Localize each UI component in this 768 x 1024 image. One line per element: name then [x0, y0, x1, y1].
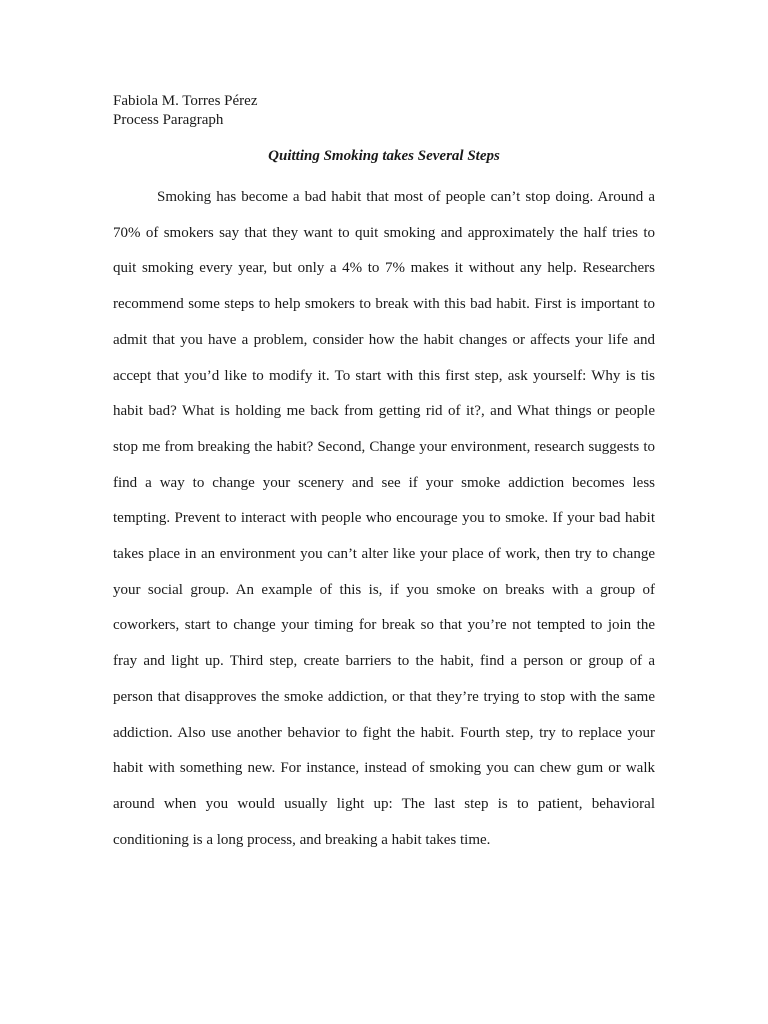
assignment-type: Process Paragraph — [113, 112, 224, 128]
author-name: Fabiola M. Torres Pérez — [113, 93, 258, 109]
document-title: Quitting Smoking takes Several Steps — [268, 148, 500, 164]
document-header — [113, 92, 257, 130]
body-paragraph: Smoking has become a bad habit that most of people can’t stop doing. Around a 70% of smokers say that they want to quit smoking and approximately the half tries to quit smoking every year, but only a 4% to 7% makes it without any help. Researchers recommend some steps to help smokers to break with this bad habit. First is important to admit that you have a problem, consider how the habit changes or affects your life and accept that you’d like to modify it. To start with this first step, ask yourself: Why is tis habit bad? What is holding me back from getting rid of it?, and What things or people stop me from breaking the habit? Second, Change your environment, research suggests to find a way to change your scenery and see if your smoke addiction becomes less tempting. Prevent to interact with people who encourage you to smoke. If your bad habit takes place in an environment you can’t alter like your place of work, then try to change your social group. An example of this is, if you smoke on breaks with a group of coworkers, start to change your timing for break so that you’re not tempted to join the fray and light up. Third step, create barriers to the habit, find a person or group of a person that disapproves the smoke addiction, or that they’re trying to stop with the same addiction. Also use another behavior to fight the habit. Fourth step, try to replace your habit with something new. For instance, instead of smoking you can chew gum or walk around when you would usually light up: The last step is to patient, behavioral conditioning is a long process, and breaking a habit takes time. — [113, 189, 655, 848]
